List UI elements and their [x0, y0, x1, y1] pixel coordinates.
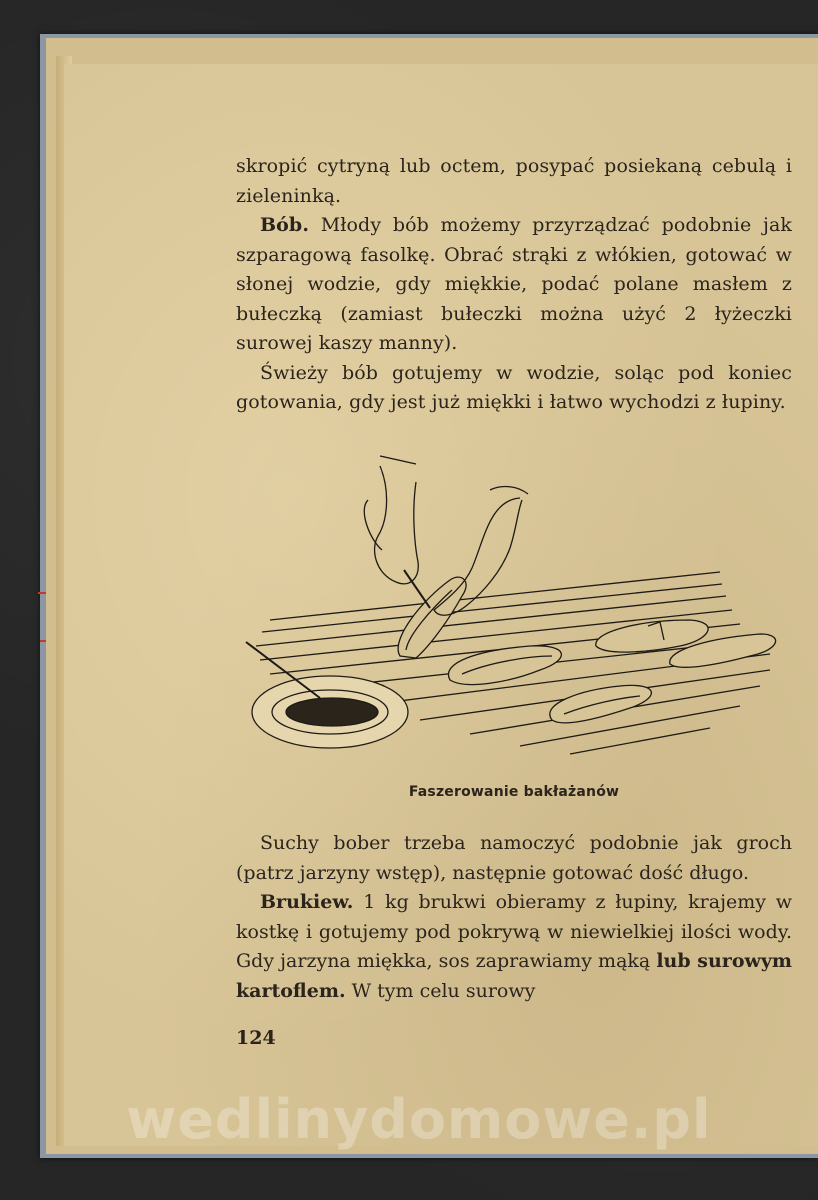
paragraph-text: Suchy bober trzeba namoczyć podobnie jak groch (patrz jarzyny wstęp), następnie gotować dość długo.: [236, 832, 792, 884]
eggplant-half: [448, 646, 561, 685]
eggplant-illustration: [240, 450, 790, 770]
paragraph-lead: Brukiew.: [260, 891, 354, 913]
eggplant-half: [398, 577, 466, 658]
paragraph-1: [236, 152, 792, 211]
paragraph-text: Młody bób możemy przyrządzać podobnie jak szparagową fasolkę. Obrać strąki z włókien, gotować w słonej wodzie, gdy miękkie, podać polane masłem z bułeczką (zamiast bułeczki można użyć 2 łyżeczki surowej kaszy manny).: [236, 214, 792, 354]
eggplant-half: [550, 685, 652, 723]
paragraph-dry-bob: [236, 829, 792, 888]
paragraph-lead: Bób.: [260, 214, 310, 236]
red-mark: [40, 640, 46, 642]
paragraph-text: 1 kg brukwi obieramy z łupiny, krajemy w kostkę i gotujemy pod pokrywą w niewielkiej ilości wody. Gdy jarzyna miękka, sos zaprawiamy mąką: [236, 891, 792, 972]
text-block-top: [236, 152, 792, 418]
watermark: wedlinydomowe.pl: [126, 1088, 712, 1151]
text-block-bottom: [236, 829, 792, 1006]
filling: [286, 698, 378, 726]
paragraph-fresh-bob: [236, 359, 792, 418]
paragraph-bob: [236, 211, 792, 359]
red-mark: [38, 592, 46, 594]
page-number: 124: [236, 1027, 276, 1049]
paragraph-brukiew: [236, 888, 792, 1006]
paragraph-text: skropić cytryną lub octem, posypać posiekaną cebulą i zieleninką.: [236, 155, 792, 207]
paragraph-text: Świeży bób gotujemy w wodzie, soląc pod koniec gotowania, gdy jest już miękki i łatwo wychodzi z łupiny.: [236, 361, 792, 413]
paragraph-tail: W tym celu surowy: [345, 979, 536, 1002]
paragraph-bold: lub surowym kartoflem.: [236, 950, 792, 1002]
figure-caption: Faszerowanie bakłażanów: [408, 784, 620, 800]
hand-left: [375, 466, 419, 584]
